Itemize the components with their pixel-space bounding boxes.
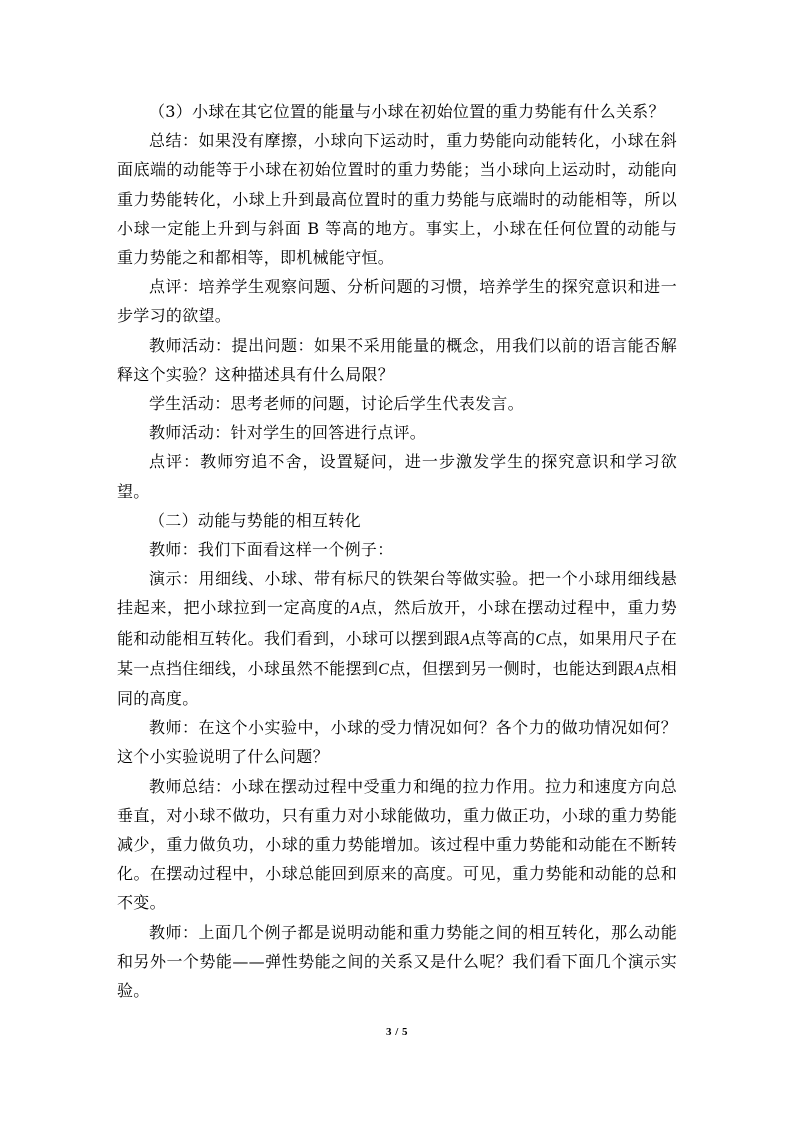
point-c-label: C bbox=[378, 660, 390, 678]
question-3: （3）小球在其它位置的能量与小球在初始位置的重力势能有什么关系？ bbox=[149, 102, 665, 121]
demo-text-2: 点，然后放开，小球在摆动过程中，重力势能和动能相互转化。我们看到，小球可以摆到跟 bbox=[117, 598, 678, 648]
point-a-label: A bbox=[634, 660, 645, 678]
demo-text-5: 点，但摆到另一侧时，也能达到跟 bbox=[389, 658, 635, 678]
summary-paragraph: 总结：如果没有摩擦，小球向下运动时，重力势能向动能转化，小球在斜面底端的动能等于小球在初始位置时的重力势能；当小球向上运动时，动能向重力势能转化，小球上升到最高位置时的重力势能与底端时的动能相等，所以小球一定能上升到与斜面 B 等高的地方。事实上，小球在任何位置的动能与重力势能之和都相等，即机械能守恒。 bbox=[117, 131, 677, 268]
point-a-label: A bbox=[350, 600, 361, 618]
teacher-transition: 教师：上面几个例子都是说明动能和重力势能之间的相互转化，那么动能和另外一个势能——弹性势能之间的关系又是什么呢？我们看下面几个演示实验。 bbox=[117, 922, 677, 1001]
comment-paragraph-1: 点评：培养学生观察问题、分析问题的习惯，培养学生的探究意识和进一步学习的欲望。 bbox=[117, 277, 677, 326]
teacher-summary: 教师总结：小球在摆动过程中受重力和绳的拉力作用。拉力和速度方向总垂直，对小球不做功，只有重力对小球能做功，重力做正功，小球的重力势能减少，重力做负功，小球的重力势能增加。该过程中重力势能和动能在不断转化。在摆动过程中，小球总能回到原来的高度。可见，重力势能和动能的总和不变。 bbox=[117, 776, 677, 913]
point-a-label: A bbox=[459, 630, 471, 648]
comment-paragraph-2: 点评：教师穷追不舍，设置疑问，进一步激发学生的探究意识和学习欲望。 bbox=[117, 452, 677, 501]
demo-text-3: 点等高的 bbox=[470, 628, 536, 648]
document-body bbox=[117, 97, 677, 1005]
teacher-intro: 教师：我们下面看这样一个例子： bbox=[149, 540, 394, 560]
teacher-activity-question: 教师活动：提出问题：如果不采用能量的概念，用我们以前的语言能否解释这个实验？这种描述具有什么局限？ bbox=[117, 335, 677, 384]
student-activity: 学生活动：思考老师的问题，讨论后学生代表发言。 bbox=[149, 394, 524, 414]
page-number: 3 / 5 bbox=[385, 1026, 409, 1038]
teacher-activity-review: 教师活动：针对学生的回答进行点评。 bbox=[149, 423, 427, 443]
teacher-question: 教师：在这个小实验中，小球的受力情况如何？各个力的做功情况如何？这个小实验说明了什么问题？ bbox=[117, 718, 677, 767]
point-c-label: C bbox=[535, 630, 547, 648]
demo-text-1: 演示：用细线、小球、带有标尺的铁架台等做实验。把一个小球用细线悬挂起来，把小球拉到一定高度的 bbox=[117, 569, 677, 618]
demo-paragraph bbox=[117, 564, 677, 713]
section-heading-2: （二）动能与势能的相互转化 bbox=[149, 510, 361, 530]
demo-text-4: 点，如果用尺子在某一点挡住细线，小球虽然不能摆到 bbox=[117, 628, 677, 678]
demo-text-6: 点相同的高度。 bbox=[117, 658, 677, 709]
